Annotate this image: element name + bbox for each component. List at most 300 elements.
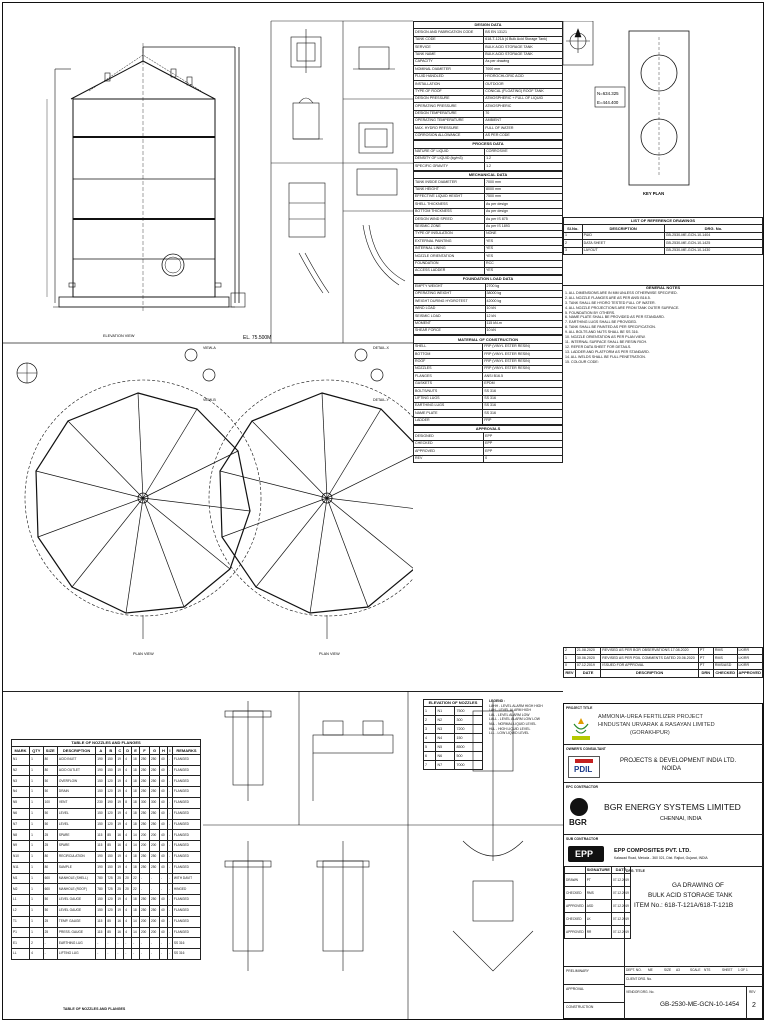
table-cell: 100 (43, 797, 57, 808)
table-cell: DENSITY OF LIQUID (kg/m3) (414, 156, 485, 163)
table-cell: 40 (160, 819, 168, 830)
table-row (414, 179, 563, 186)
table-cell: FULL OF WATER (484, 125, 563, 132)
table-cell: - (43, 938, 57, 949)
table-cell: 4 (30, 949, 44, 960)
table-cell: 50 (43, 808, 57, 819)
table-cell: 190 (96, 862, 106, 873)
table-cell: AS PER CODE (484, 132, 563, 139)
table-cell: 40 (160, 787, 168, 798)
table-cell: F (139, 747, 149, 754)
table-cell: 18 (132, 754, 140, 765)
status-construction: CONSTRUCTION (566, 1005, 594, 1009)
table-cell: - (167, 949, 172, 960)
table-cell: YES (484, 267, 562, 274)
table-cell: DESCRIPTION (57, 747, 95, 754)
table-cell: 1 (424, 707, 436, 716)
table-cell: SIZE (43, 747, 57, 754)
table-cell: 1 (30, 895, 44, 906)
table-title-row (414, 171, 563, 178)
table-cell: EMPTY WEIGHT (414, 283, 486, 290)
note-line: 15. COLOUR CODE: (565, 359, 599, 364)
table-cell: L1 (12, 895, 30, 906)
table-cell: 40 (160, 916, 168, 927)
table-cell: 7500 mm (484, 193, 562, 200)
table-cell: 7200 (455, 725, 483, 734)
table-cell: TYPE OF INSULATION (414, 230, 485, 237)
table-cell: 150 (455, 734, 483, 743)
table-row (424, 752, 483, 761)
table-cell: 85 (106, 927, 116, 938)
table-cell: TANK CODE (414, 36, 484, 43)
table-cell: - (167, 916, 172, 927)
table-cell: DESIGN TEMPERATURE (414, 110, 484, 117)
table-cell: - (150, 949, 160, 960)
table-cell: 1 (30, 776, 44, 787)
table-cell: N6 (436, 752, 455, 761)
table-cell: - (132, 938, 140, 949)
table-cell: 8 (124, 797, 132, 808)
table-row (424, 734, 483, 743)
table-cell: 250 (139, 776, 149, 787)
table-cell: LAYOUT (582, 247, 664, 254)
table-row (565, 887, 631, 900)
table-row (565, 900, 631, 913)
table-cell: EARTHING LUGS (414, 402, 483, 409)
table-row (414, 95, 563, 102)
table-cell: N7 (12, 819, 30, 830)
status-preliminary: PRELIMINARY (566, 969, 589, 973)
table-cell: P1 (12, 927, 30, 938)
table-cell: As per IS 1893 (484, 223, 562, 230)
table-cell: 4 (124, 851, 132, 862)
table-cell: SPARE (57, 830, 95, 841)
table-cell: DESCRIPTION (601, 670, 699, 677)
table-cell: 190 (106, 797, 116, 808)
table-cell: - (167, 754, 172, 765)
table-cell: RMS (585, 887, 611, 900)
table-cell: 14 (132, 916, 140, 927)
table-cell: 2 (424, 716, 436, 725)
table-cell: 0 (484, 455, 563, 462)
table-row (414, 320, 563, 327)
table-cell: - (116, 938, 124, 949)
table-cell: 19 (116, 808, 124, 819)
table-cell: VENT (57, 797, 95, 808)
table-cell: As per design (484, 201, 562, 208)
table-cell: FLANGED (172, 754, 200, 765)
table-cell: EPP (484, 433, 563, 440)
foundation-data-table (413, 275, 563, 335)
table-cell: DRAWN (565, 874, 586, 887)
table-cell: RMS (713, 655, 737, 662)
table-row (414, 103, 563, 110)
bgr-name: BGR ENERGY SYSTEMS LIMITED (604, 802, 741, 812)
table-cell: ACID OUTLET (57, 765, 95, 776)
table-row (414, 343, 563, 350)
table-cell: 19 (116, 776, 124, 787)
table-cell: 07.12.2019 (611, 926, 630, 939)
table-cell: CHECKED (565, 913, 586, 926)
table-cell: 200 (139, 927, 149, 938)
table-cell: 200 (139, 830, 149, 841)
table-cell: - (167, 819, 172, 830)
compass-north-icon (159, 33, 185, 65)
status-approval: APPROVAL (566, 987, 585, 991)
table-row (414, 186, 563, 193)
table-cell: - (160, 884, 168, 895)
note-line: 14. ALL WELDS SHALL BE FULL PENETRATION. (565, 354, 646, 359)
table-cell: NOZZLES (414, 365, 483, 372)
table-cell: 25 (116, 884, 124, 895)
table-cell: 250 (139, 787, 149, 798)
table-cell: APPROVED (414, 448, 484, 455)
table-cell: BOLTS/NUTS (414, 388, 483, 395)
table-cell: 20 (124, 884, 132, 895)
table-cell: FLANGED (172, 895, 200, 906)
table-cell: REVISED AS PER BGR OBSERVATIONS 17.08.2020 (601, 648, 699, 655)
table-cell: 21.08.2020 (575, 648, 600, 655)
table-cell: N3 (12, 776, 30, 787)
table-title: LIST OF REFERENCE DRAWINGS (564, 218, 763, 225)
table-cell: 85 (106, 830, 116, 841)
drawing-sheet (2, 2, 764, 1020)
note-line: 3. TANK SHALL BE HYDRO TESTED FULL OF WATER. (565, 300, 656, 305)
table-cell: FLANGED (172, 830, 200, 841)
table-row (424, 725, 483, 734)
table-cell: 150 (96, 808, 106, 819)
table-cell: 50 (43, 895, 57, 906)
table-cell: A (96, 747, 106, 754)
table-cell: 150 (96, 776, 106, 787)
table-cell: 07.12.2019 (611, 887, 630, 900)
table-cell: 19 (116, 895, 124, 906)
table-row (414, 148, 563, 155)
table-cell: 150 (96, 819, 106, 830)
table-cell: - (160, 873, 168, 884)
note-line: 9. ALL BOLTS AND NUTS SHALL BE SS 316. (565, 330, 639, 335)
reference-drawings-table (563, 217, 763, 255)
table-cell: 18 (132, 808, 140, 819)
table-cell: 1.2 (485, 163, 563, 170)
table-cell: - (150, 938, 160, 949)
table-row (414, 395, 563, 402)
table-cell: 600 (43, 873, 57, 884)
table-cell: 80 (43, 765, 57, 776)
table-row (12, 873, 201, 884)
table-cell: 1 (30, 754, 44, 765)
table-row (414, 298, 563, 305)
table-cell: 40 (160, 841, 168, 852)
table-cell: 10 kN (485, 328, 562, 335)
table-cell: 25 (116, 873, 124, 884)
table-row (12, 895, 201, 906)
table-cell: 2 (30, 938, 44, 949)
table-row (414, 455, 563, 462)
table-cell: APPROVED (565, 926, 586, 939)
table-cell: FLANGED (172, 851, 200, 862)
bgr-logo-text: BGR (569, 818, 587, 827)
table-row (414, 440, 563, 447)
table-cell: 250 (139, 765, 149, 776)
table-row (414, 380, 563, 387)
table-cell: 1 (564, 232, 583, 239)
table-cell: FLANGED (172, 927, 200, 938)
table-cell: 50 (43, 819, 57, 830)
consultant-label: OWNER'S CONSULTANT (566, 747, 606, 751)
nozzle-details (203, 691, 563, 1020)
table-row (414, 253, 563, 260)
table-cell: 40 (160, 830, 168, 841)
table-row (12, 938, 201, 949)
table-cell: CORROSIVE (485, 148, 563, 155)
table-cell: QTY (30, 747, 44, 754)
table-row (414, 163, 563, 170)
table-cell: 4 (124, 916, 132, 927)
table-cell: N4 (12, 787, 30, 798)
table-cell: SPECIFIC GRAVITY (414, 163, 485, 170)
table-cell: 250 (150, 765, 160, 776)
table-cell: EFFECTIVE LIQUID HEIGHT (414, 193, 485, 200)
table-cell: 25 (43, 916, 57, 927)
table-row (414, 433, 563, 440)
project-title-label: PROJECT TITLE (566, 706, 593, 710)
table-cell: 3 (424, 725, 436, 734)
table-cell: 4 (124, 765, 132, 776)
table-row (12, 754, 201, 765)
epp-address: Kalawad Road, Metoda - 360 021, Dist. Rajkot, Gujarat, INDIA (614, 856, 708, 860)
table-cell: SS 316 (483, 410, 563, 417)
table-cell: 4 (124, 895, 132, 906)
table-cell: FLANGED (172, 776, 200, 787)
table-cell: N10 (12, 851, 30, 862)
table-row (12, 862, 201, 873)
elevation-view (47, 43, 245, 313)
table-cell: HYDROCHLORIC ACID (484, 73, 563, 80)
table-cell: 4 (124, 776, 132, 787)
table-cell: 115 (96, 916, 106, 927)
table-title: TABLE OF NOZZLES AND FLANGES (12, 740, 201, 747)
table-cell: 1 (30, 830, 44, 841)
table-cell: LEVEL GAUGE (57, 905, 95, 916)
legend (489, 699, 563, 736)
table-cell: 115 (96, 830, 106, 841)
table-cell: 7 (424, 761, 436, 770)
table-cell: 250 (150, 776, 160, 787)
table-cell: 4 (124, 862, 132, 873)
plan-left-caption: PLAN VIEW (133, 652, 154, 656)
table-row (414, 132, 563, 139)
table-cell: 40 (160, 776, 168, 787)
table-cell: RMS/ASD (713, 662, 737, 669)
table-cell: As per IS 875 (484, 216, 562, 223)
table-cell: FLANGED (172, 808, 200, 819)
general-notes-title: GENERAL NOTES (645, 285, 681, 290)
table-cell: RR (585, 926, 611, 939)
table-cell: 725 (106, 873, 116, 884)
table-row (414, 313, 563, 320)
table-row (12, 797, 201, 808)
general-notes (563, 285, 763, 646)
table-cell (565, 867, 586, 874)
table-cell: 80 (43, 862, 57, 873)
table-cell: E (132, 747, 140, 754)
table-cell: 120 (106, 776, 116, 787)
table-cell: LADDER (414, 417, 483, 424)
table-cell: SIGNATURE (586, 867, 610, 873)
table-cell: 1 (30, 927, 44, 938)
table-cell: BOTTOM (414, 351, 483, 358)
table-cell: - (167, 797, 172, 808)
client-drg-label: CLIENT DRG. No. (626, 977, 652, 981)
table-cell: ASD (585, 900, 611, 913)
table-cell: 19 (116, 765, 124, 776)
table-cell: 250 (139, 754, 149, 765)
table-cell: 7500 (455, 707, 483, 716)
table-row (414, 58, 563, 65)
table-cell: 85 (106, 916, 116, 927)
table-cell: 115 (96, 927, 106, 938)
table-row (564, 670, 763, 677)
table-cell: LK/RR (737, 655, 762, 662)
table-cell: N6 (12, 808, 30, 819)
consultant-line-2: NOIDA (662, 766, 682, 772)
north-arrow-icon (566, 29, 590, 53)
table-row (424, 716, 483, 725)
table-cell: FLANGED (172, 819, 200, 830)
table-row (564, 225, 763, 232)
table-row (414, 156, 563, 163)
key-plan-north: N=634.325 (597, 91, 619, 96)
title-block (563, 703, 763, 1019)
table-cell: - (150, 884, 160, 895)
table-cell: - (96, 949, 106, 960)
table-cell: FRP (VINYL ESTER RESIN) (483, 358, 563, 365)
table-cell: SHEAR FORCE (414, 328, 486, 335)
table-row (424, 761, 483, 770)
sheet-value: 1 OF 1 (738, 968, 748, 972)
table-cell: 38000 kg (485, 291, 562, 298)
table-cell: 4 (124, 754, 132, 765)
detail-sketches (289, 29, 405, 293)
table-cell: ATMOSPHERIC (484, 103, 563, 110)
table-cell: NATURE OF LIQUID (414, 148, 485, 155)
table-cell: DRN (698, 670, 713, 677)
table-cell: 6 (424, 752, 436, 761)
table-row (414, 110, 563, 117)
table-cell: EARTHING LUG (57, 938, 95, 949)
table-row (414, 216, 563, 223)
table-row (12, 808, 201, 819)
table-cell: 200 (139, 916, 149, 927)
table-cell: 250 (150, 905, 160, 916)
table-cell: 07.12.2019 (611, 874, 630, 887)
table-row (424, 743, 483, 752)
table-row (414, 29, 563, 36)
table-cell: - (167, 808, 172, 819)
table-cell: CHECKED (715, 670, 736, 676)
table-cell: 40 (160, 905, 168, 916)
table-row (12, 830, 201, 841)
table-cell: - (96, 938, 106, 949)
table-cell: N9 (12, 841, 30, 852)
table-cell: 07.12.2019 (611, 913, 630, 926)
table-row (414, 417, 563, 424)
table-row (414, 402, 563, 409)
table-cell: SPARE (57, 841, 95, 852)
table-cell: - (167, 787, 172, 798)
table-cell: As per design (484, 208, 562, 215)
table-cell: DRG. No. (664, 225, 762, 232)
table-cell: - (167, 765, 172, 776)
key-plan-east: E=444.400 (597, 100, 619, 105)
table-cell: RCC (484, 260, 562, 267)
table-cell: 40 (160, 851, 168, 862)
table-cell: DESIGN AND FABRICATION CODE (414, 29, 484, 36)
table-cell: MAX. HYDRO PRESSURE (414, 125, 484, 132)
table-cell: 16 (116, 841, 124, 852)
table-cell: 4 (124, 841, 132, 852)
table-cell: PT (585, 874, 611, 887)
legend-title: LEGEND : (489, 699, 506, 703)
table-cell: 1.2 (485, 156, 563, 163)
key-plan-caption: KEY PLAN (643, 191, 665, 196)
table-cell: - (167, 905, 172, 916)
view-label-x: DETAIL-X (373, 346, 389, 350)
table-cell: OPERATING WEIGHT (414, 291, 486, 298)
table-cell: 19 (116, 905, 124, 916)
table-cell: TANK HEIGHT (414, 186, 485, 193)
table-row (564, 232, 763, 239)
table-cell: - (139, 873, 149, 884)
table-cell: 12 kN (485, 313, 562, 320)
table-cell: As per drawing (484, 58, 563, 65)
table-cell: LK/RR (737, 648, 762, 655)
table-cell: REVISED AS PER PDIL COMMENTS DATED 20.06.2020 (601, 655, 699, 662)
table-row (565, 926, 631, 939)
table-row (414, 245, 563, 252)
table-cell: - (167, 776, 172, 787)
table-cell: 250 (139, 819, 149, 830)
table-cell: - (167, 873, 172, 884)
table-cell: H (160, 747, 168, 754)
table-cell: N3 (436, 725, 455, 734)
table-cell: SAMPLE (57, 862, 95, 873)
table-cell: FLANGED (172, 841, 200, 852)
table-cell: RMS (713, 648, 737, 655)
table-cell: ACCESS LADDER (414, 267, 485, 274)
table-cell: 19 (116, 862, 124, 873)
table-cell: 18 (132, 819, 140, 830)
table-cell: FRP (483, 417, 563, 424)
table-cell: 300 (139, 797, 149, 808)
table-cell: REV (414, 455, 484, 462)
table-cell: CAPACITY (414, 58, 484, 65)
table-cell: REMARKS (172, 747, 200, 754)
table-cell: 7000 mm (484, 66, 563, 73)
table-cell: N11 (12, 862, 30, 873)
table-cell: MANHOLE (SHELL) (57, 873, 95, 884)
table-cell: 200 (150, 830, 160, 841)
table-row (12, 851, 201, 862)
table-cell: 250 (139, 808, 149, 819)
table-cell: L2 (12, 905, 30, 916)
table-cell: M1 (12, 873, 30, 884)
table-cell: - (167, 927, 172, 938)
table-cell: 300 (150, 797, 160, 808)
table-cell: Sl.No. (564, 225, 583, 232)
bgr-city: CHENNAI, INDIA (660, 816, 702, 822)
